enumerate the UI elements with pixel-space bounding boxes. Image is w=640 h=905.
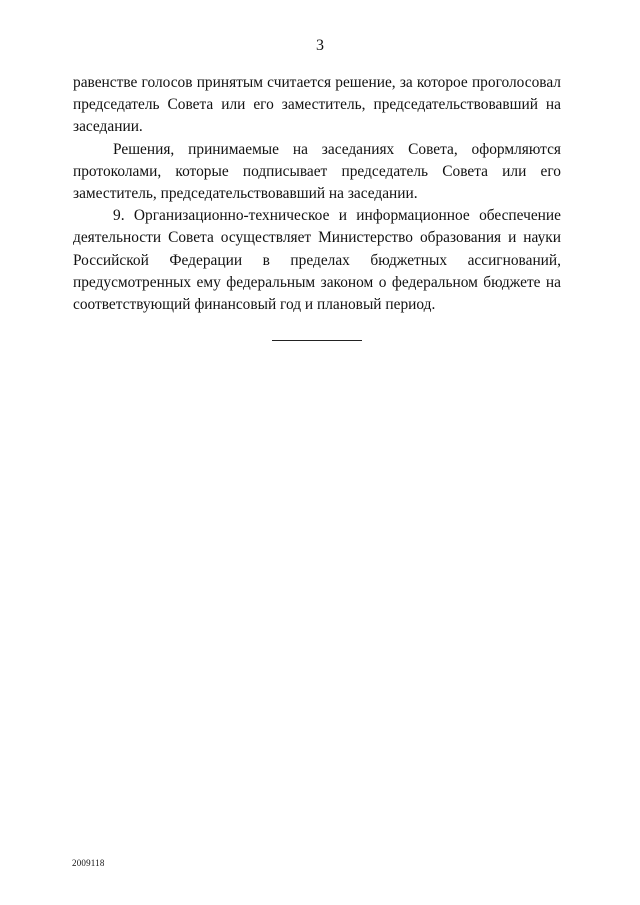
paragraph-item-9-support: 9. Организационно-техническое и информационное обеспечение деятельности Совета осуществляет Министерство образования и науки Российской Федерации в пределах бюджетных ассигнований, предусмотренных ему федеральным законом о федеральном бюджете на соответствующий финансовый год и плановый период.	[73, 207, 561, 314]
end-of-text-divider	[272, 340, 362, 341]
document-body	[73, 72, 561, 316]
document-code: 2009118	[72, 858, 105, 868]
paragraph-tie-vote: равенстве голосов принятым считается решение, за которое проголосовал председатель Совета или его заместитель, председательствовавший на заседании.	[73, 74, 561, 136]
paragraph-decisions-protocols: Решения, принимаемые на заседаниях Совета, оформляются протоколами, которые подписывает председатель Совета или его заместитель, председательствовавший на заседании.	[73, 140, 561, 203]
page-number: 3	[316, 37, 324, 54]
